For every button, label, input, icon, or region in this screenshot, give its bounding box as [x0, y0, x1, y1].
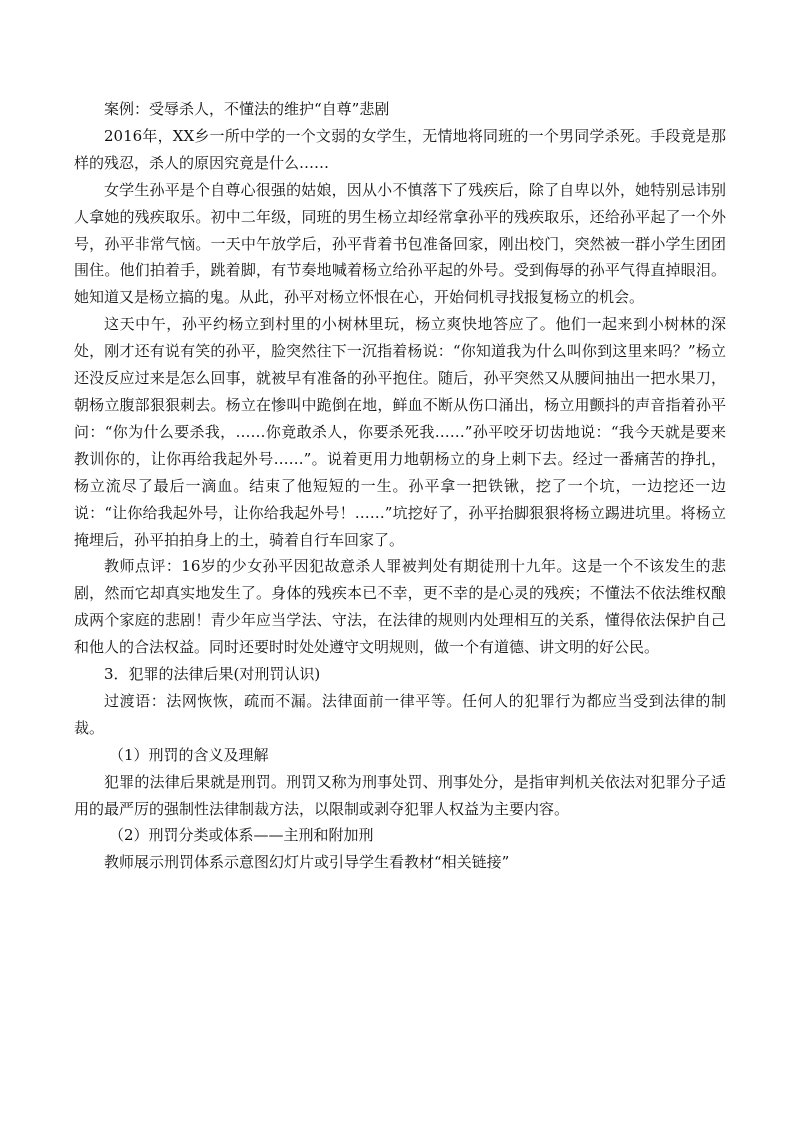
case-background-paragraph: 女学生孙平是个自尊心很强的姑娘，因从小不慎落下了残疾后，除了自卑以外，她特别忌讳别人拿她的残疾取乐。初中二年级，同班的男生杨立却经常拿孙平的残疾取乐，还给孙平起了一个外号，孙平非常气恼。一天中午放学后，孙平背着书包准备回家，刚出校门，突然被一群小学生团团围住。他们拍着手，跳着脚，有节奏地喊着杨立给孙平起的外号。受到侮辱的孙平气得直掉眼泪。她知道又是杨立搞的鬼。从此，孙平对杨立怀恨在心，开始伺机寻找报复杨立的机会。 — [74, 180, 726, 307]
teacher-instruction-paragraph: 教师展示刑罚体系示意图幻灯片或引导学生看教材“相关链接” — [104, 853, 510, 872]
subsection-heading-penalty-types: （2）刑罚分类或体系——主刑和附加刑 — [109, 826, 374, 845]
case-heading: 案例：受辱杀人，不懂法的维护“自尊”悲剧 — [104, 100, 390, 118]
subsection-heading-penalty-meaning: （1）刑罚的含义及理解 — [109, 745, 269, 764]
section-heading-legal-consequences: 3．犯罪的法律后果(对刑罚认识) — [104, 665, 321, 684]
teacher-comment-paragraph: 教师点评：16岁的少女孙平因犯故意杀人罪被判处有期徒刑十九年。这是一个不该发生的悲剧，然而它却真实地发生了。身体的残疾本已不幸，更不幸的是心灵的残疾；不懂法不依法维权酿成两个家庭的悲剧！青少年应当学法、守法，在法律的规则内处理相互的关系，懂得依法保护自己和他人的合法权益。同时还要时时处处遵守文明规则，做一个有道德、讲文明的好公民。 — [74, 557, 726, 657]
document-page — [74, 96, 726, 876]
case-incident-paragraph: 这天中午，孙平约杨立到村里的小树林里玩，杨立爽快地答应了。他们一起来到小树林的深处，刚才还有说有笑的孙平，脸突然往下一沉指着杨说：“你知道我为什么叫你到这里来吗？”杨立还没反应过来是怎么回事，就被早有准备的孙平抱住。随后，孙平突然又从腰间抽出一把水果刀，朝杨立腹部狠狠刺去。杨立在惨叫中跪倒在地，鲜血不断从伤口涌出，杨立用颤抖的声音指着孙平问：“你为什么要杀我，……你竟敢杀人，你要杀死我……”孙平咬牙切齿地说：“我今天就是要来教训你的，让你再给我起外号……”。说着更用力地朝杨立的身上刺下去。经过一番痛苦的挣扎，杨立流尽了最后一滴血。结束了他短短的一生。孙平拿一把铁锹，挖了一个坑，一边挖还一边说：“让你给我起外号，让你给我起外号！……”坑挖好了，孙平抬脚狠狠将杨立踢进坑里。将杨立掩埋后，孙平拍拍身上的土，骑着自行车回家了。 — [74, 315, 726, 549]
transition-paragraph: 过渡语：法网恢恢，疏而不漏。法律面前一律平等。任何人的犯罪行为都应当受到法律的制裁。 — [74, 691, 726, 737]
case-intro-paragraph: 2016年，XX乡一所中学的一个文弱的女学生，无情地将同班的一个男同学杀死。手段竟是那样的残忍，杀人的原因究竟是什么…… — [74, 126, 726, 172]
penalty-definition-paragraph: 犯罪的法律后果就是刑罚。刑罚又称为刑事处罚、刑事处分，是指审判机关依法对犯罪分子适用的最严厉的强制性法律制裁方法，以限制或剥夺犯罪人权益为主要内容。 — [74, 772, 726, 818]
